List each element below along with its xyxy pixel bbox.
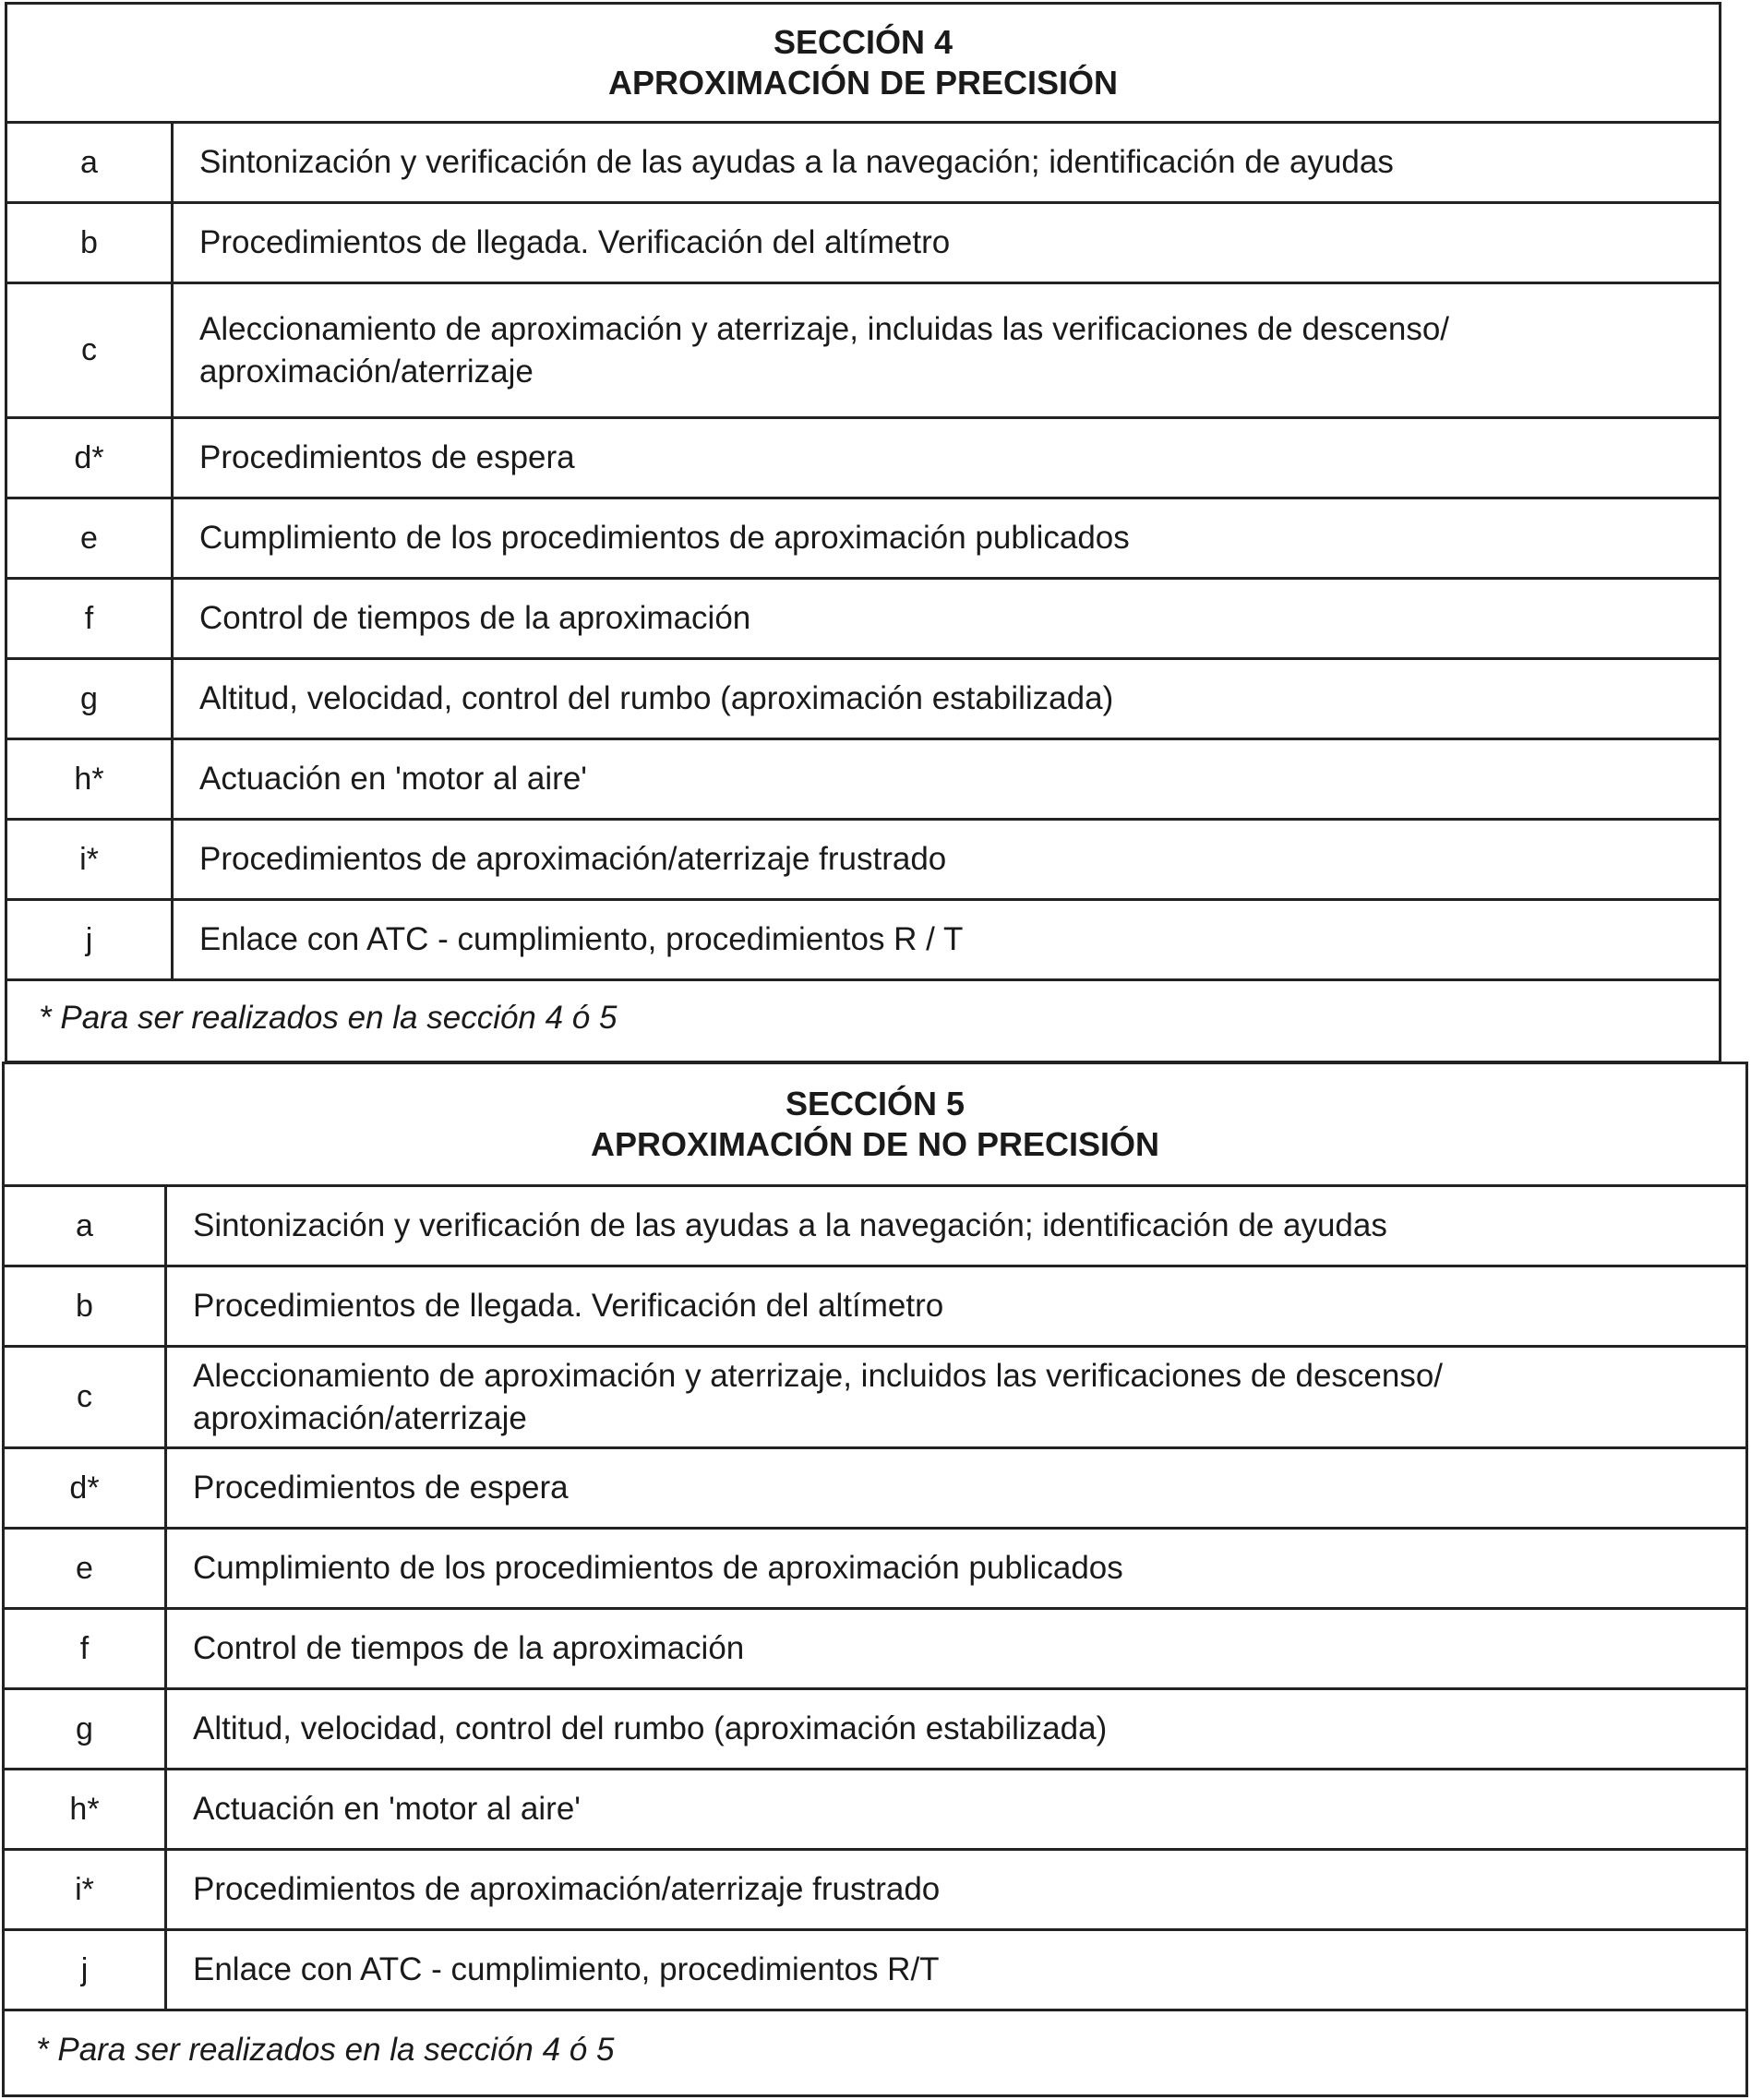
row-letter: h* (7, 740, 174, 818)
table-row (7, 821, 1719, 901)
row-description: Altitud, velocidad, control del rumbo (aproximación estabilizada) (193, 1710, 1108, 1746)
table-row (5, 1931, 1745, 2011)
row-description: Enlace con ATC - cumplimiento, procedimientos R/T (193, 1951, 940, 1987)
row-letter: b (5, 1267, 167, 1345)
table-row (7, 204, 1719, 284)
section-4-header (7, 5, 1719, 124)
row-description: Aleccionamiento de aproximación y aterrizaje, incluidos las verificaciones de descenso/ aproximación/aterrizaje (193, 1357, 1444, 1436)
section-5-subtitle: APROXIMACIÓN DE NO PRECISIÓN (590, 1125, 1160, 1163)
row-description: Procedimientos de espera (199, 439, 575, 475)
row-letter: c (7, 284, 174, 416)
row-letter: d* (7, 419, 174, 497)
table-row (7, 740, 1719, 821)
section-4-subtitle: APROXIMACIÓN DE PRECISIÓN (607, 64, 1119, 102)
row-letter: a (7, 124, 174, 201)
row-letter: i* (7, 821, 174, 898)
row-description: Procedimientos de espera (193, 1470, 569, 1506)
section-5-rows (5, 1187, 1745, 2011)
row-description: Sintonización y verificación de las ayudas a la navegación; identificación de ayudas (193, 1207, 1387, 1243)
row-letter: f (7, 580, 174, 657)
row-letter: g (7, 660, 174, 738)
row-description: Control de tiempos de la aproximación (193, 1630, 745, 1666)
row-letter: j (5, 1931, 167, 2009)
row-letter: a (5, 1187, 167, 1265)
row-description: Actuación en 'motor al aire' (193, 1791, 581, 1827)
section-4-title: SECCIÓN 4 (773, 23, 953, 61)
section-4-rows (7, 124, 1719, 981)
row-description: Enlace con ATC - cumplimiento, procedimientos R / T (199, 921, 964, 957)
row-letter: j (7, 901, 174, 978)
section-5-title: SECCIÓN 5 (785, 1085, 965, 1122)
table-row (7, 660, 1719, 740)
row-description: Control de tiempos de la aproximación (199, 600, 751, 636)
section-5-header (5, 1064, 1745, 1187)
table-row (7, 419, 1719, 499)
row-letter: c (5, 1348, 167, 1446)
section-5-table (2, 1062, 1748, 2097)
row-letter: e (7, 499, 174, 577)
row-letter: f (5, 1610, 167, 1687)
table-row (5, 1267, 1745, 1348)
table-row (7, 284, 1719, 419)
table-row (7, 580, 1719, 660)
row-description: Sintonización y verificación de las ayudas a la navegación; identificación de ayudas (199, 144, 1394, 180)
section-5-footnote: * Para ser realizados en la sección 4 ó 5 (36, 2032, 615, 2068)
table-row (5, 1530, 1745, 1610)
row-description: Procedimientos de llegada. Verificación del altímetro (193, 1288, 944, 1324)
row-description: Altitud, velocidad, control del rumbo (aproximación estabilizada) (199, 680, 1114, 716)
table-row (5, 1348, 1745, 1449)
table-row (7, 499, 1719, 580)
row-letter: i* (5, 1851, 167, 1928)
table-row (5, 1770, 1745, 1851)
table-row (5, 1851, 1745, 1931)
row-description: Procedimientos de llegada. Verificación del altímetro (199, 224, 951, 260)
row-letter: d* (5, 1449, 167, 1527)
table-row (5, 1449, 1745, 1530)
row-description: Aleccionamiento de aproximación y aterrizaje, incluidas las verificaciones de descenso/ aproximación/aterrizaje (199, 310, 1450, 390)
table-row (7, 124, 1719, 204)
row-description: Actuación en 'motor al aire' (199, 761, 587, 797)
row-letter: h* (5, 1770, 167, 1848)
table-row (5, 1610, 1745, 1690)
table-row (5, 1690, 1745, 1770)
row-description: Procedimientos de aproximación/aterrizaje frustrado (193, 1871, 941, 1907)
section-4-footnote: * Para ser realizados en la sección 4 ó 5 (39, 1000, 618, 1036)
table-row (5, 1187, 1745, 1267)
row-description: Cumplimiento de los procedimientos de aproximación publicados (199, 520, 1130, 556)
table-row (7, 901, 1719, 981)
row-description: Cumplimiento de los procedimientos de aproximación publicados (193, 1550, 1123, 1586)
row-letter: b (7, 204, 174, 282)
section-4-table (5, 2, 1721, 1063)
row-letter: g (5, 1690, 167, 1768)
row-letter: e (5, 1530, 167, 1607)
row-description: Procedimientos de aproximación/aterrizaje frustrado (199, 841, 947, 877)
